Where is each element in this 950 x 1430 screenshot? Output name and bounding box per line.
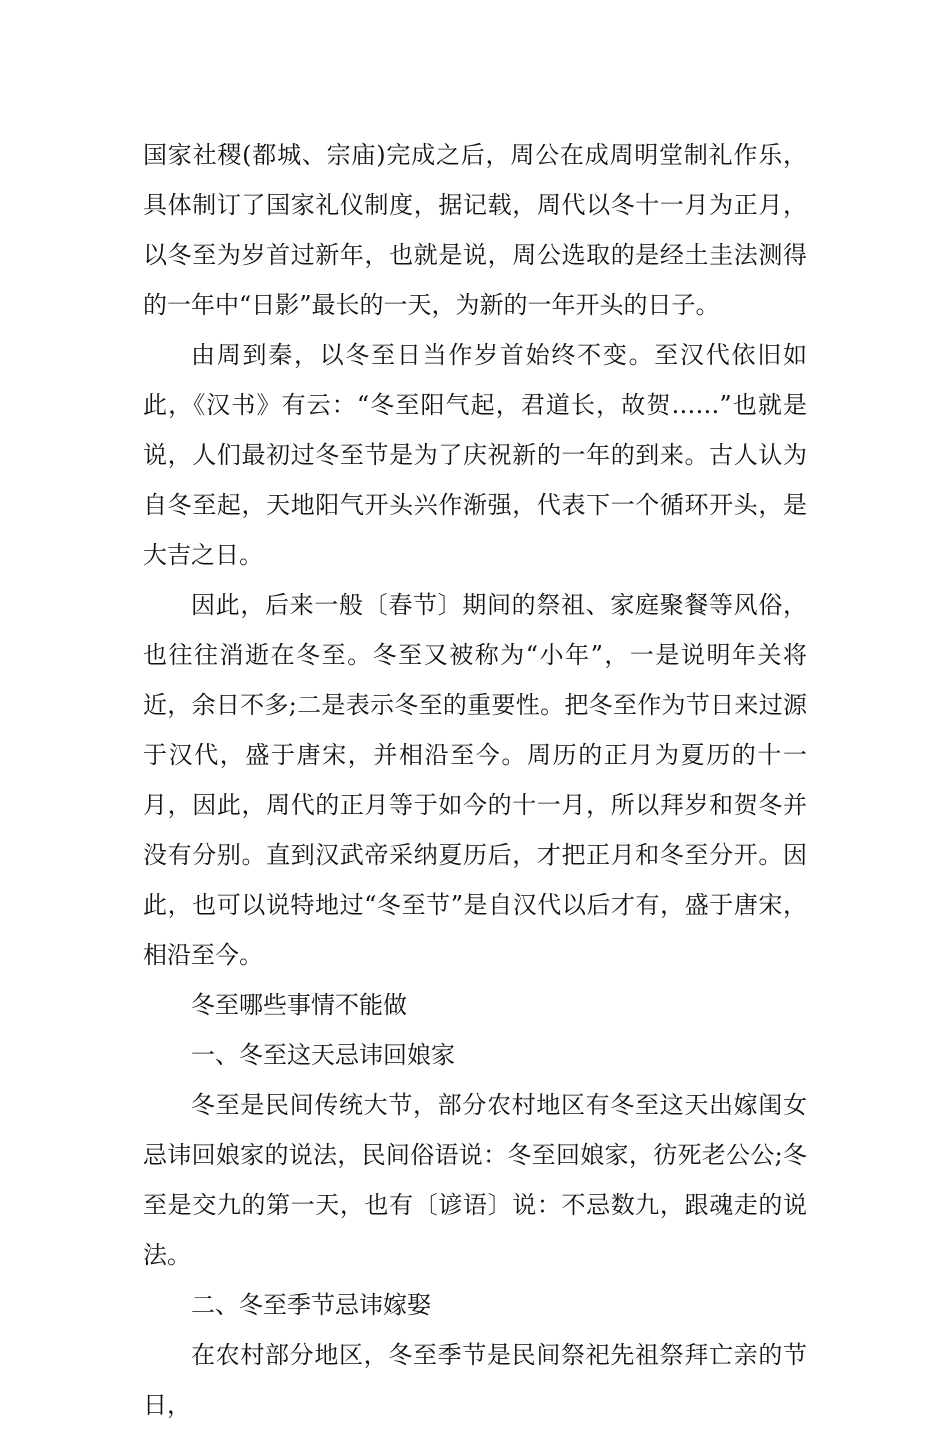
subheading-taboo-one: 一、冬至这天忌讳回娘家 [191,1041,455,1069]
subheading-taboo-two: 二、冬至季节忌讳嫁娶 [191,1291,431,1319]
paragraph-zhougong-rites: 国家社稷(都城、宗庙)完成之后，周公在成周明堂制礼作乐，具体制订了国家礼仪制度，据记载，周代以冬十一月为正月，以冬至为岁首过新年，也就是说，周公选取的是经土圭法测得的一年中“日影”最长的一天，为新的一年开头的日子。 [143,141,807,319]
section-heading-taboos: 冬至哪些事情不能做 [191,991,407,1019]
paragraph-zhou-to-qin: 由周到秦，以冬至日当作岁首始终不变。至汉代依旧如此，《汉书》有云：“冬至阳气起，君道长，故贺……”也就是说，人们最初过冬至节是为了庆祝新的一年的到来。古人认为自冬至起，天地阳气开头兴作渐强，代表下一个循环开头，是大吉之日。 [143,341,807,569]
paragraph-taboo-two: 在农村部分地区，冬至季节是民间祭祀先祖祭拜亡亲的节日， [143,1341,807,1419]
paragraph-little-new-year: 因此，后来一般〔春节〕期间的祭祖、家庭聚餐等风俗，也往往消逝在冬至。冬至又被称为“小年”，一是说明年关将近，余日不多;二是表示冬至的重要性。把冬至作为节日来过源于汉代，盛于唐宋，并相沿至今。周历的正月为夏历的十一月，因此，周代的正月等于如今的十一月，所以拜岁和贺冬并没有分别。直到汉武帝采纳夏历后，才把正月和冬至分开。因此，也可以说特地过“冬至节”是自汉代以后才有，盛于唐宋，相沿至今。 [143,591,807,969]
document-body [143,130,807,1430]
paragraph-taboo-one: 冬至是民间传统大节，部分农村地区有冬至这天出嫁闺女忌讳回娘家的说法，民间俗语说：冬至回娘家，彷死老公公;冬至是交九的第一天，也有〔谚语〕说：不忌数九，跟魂走的说法。 [143,1091,807,1269]
